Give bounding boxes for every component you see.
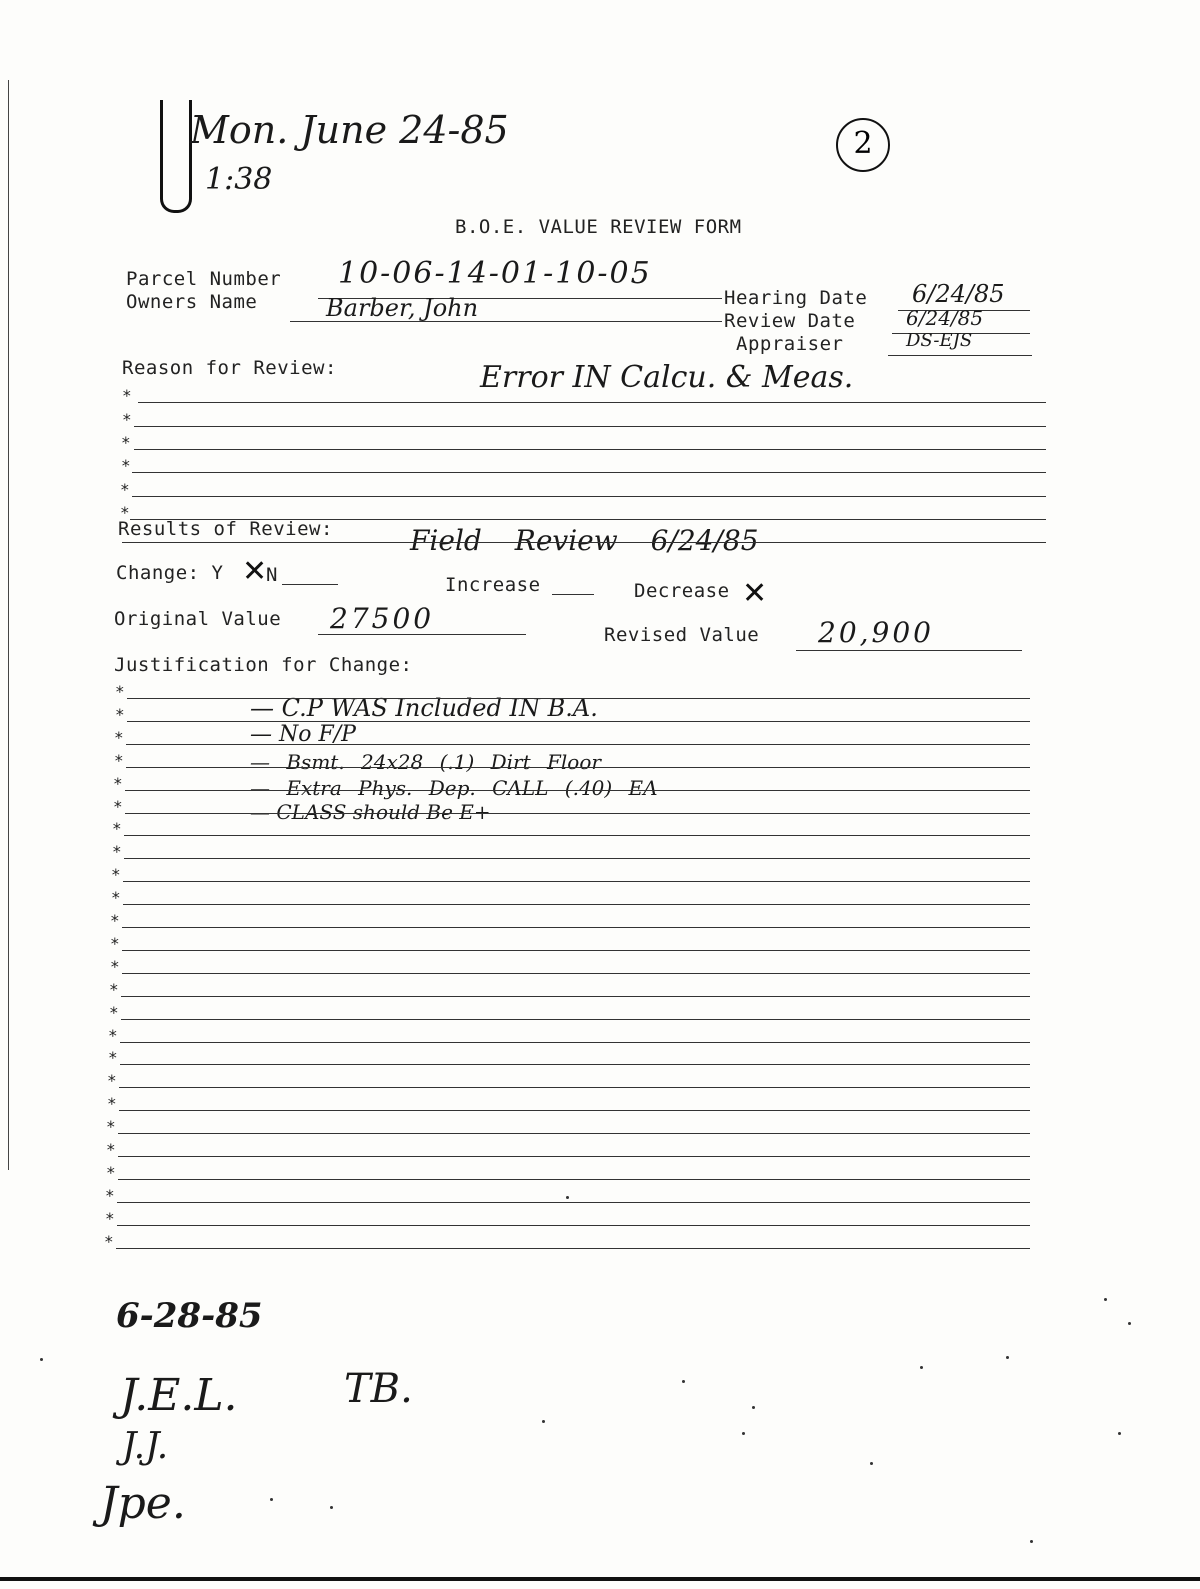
form-row-star: * xyxy=(120,480,130,499)
hearing-date-value: 6/24/85 xyxy=(912,280,1005,308)
parcel-number-label: Parcel Number xyxy=(126,268,282,290)
original-value: 27500 xyxy=(330,602,435,635)
form-row-line xyxy=(118,1156,1030,1157)
form-row-line xyxy=(126,744,1030,745)
handwritten-time: 1:38 xyxy=(205,162,273,197)
form-row-line xyxy=(138,402,1046,403)
form-row-star: * xyxy=(109,1002,119,1022)
form-row-line xyxy=(126,767,1030,768)
change-n-line xyxy=(282,584,338,585)
form-row-line xyxy=(121,1019,1030,1020)
revised-value-line xyxy=(796,650,1022,651)
reason-value: Error IN Calcu. & Meas. xyxy=(480,360,854,395)
review-date-value: 6/24/85 xyxy=(906,306,984,330)
change-x-mark: ✕ xyxy=(242,554,268,589)
form-row-star: * xyxy=(105,1185,115,1205)
form-row-line xyxy=(123,881,1030,882)
handwritten-date: Mon. June 24-85 xyxy=(190,108,509,152)
speck xyxy=(566,1196,569,1199)
speck xyxy=(742,1432,745,1435)
form-row-star: * xyxy=(113,796,123,816)
form-row-line xyxy=(124,858,1030,859)
form-row-star: * xyxy=(104,1231,114,1251)
form-row-line xyxy=(124,835,1030,836)
speck xyxy=(270,1498,273,1501)
form-row-star: * xyxy=(105,1208,115,1228)
form-row-line xyxy=(116,1248,1030,1249)
appraiser-value: DS-EJS xyxy=(906,330,973,351)
form-row-line xyxy=(134,426,1046,427)
form-row-star: * xyxy=(121,456,131,475)
results-value: Field Review 6/24/85 xyxy=(410,524,759,557)
decrease-x-mark: ✕ xyxy=(742,576,768,611)
margin-line xyxy=(8,80,9,1170)
reason-label: Reason for Review: xyxy=(122,357,337,379)
form-row-star: * xyxy=(114,727,124,747)
form-row-star: * xyxy=(110,956,120,976)
results-label: Results of Review: xyxy=(118,518,333,540)
form-row-star: * xyxy=(122,410,132,429)
justification-item: — Bsmt. 24x28 (.1) Dirt Floor xyxy=(250,750,601,774)
form-row-star: * xyxy=(112,819,122,839)
justification-label: Justification for Change: xyxy=(114,654,413,676)
parcel-number-value: 10-06-14-01-10-05 xyxy=(338,256,652,291)
bottom-rule xyxy=(0,1577,1200,1581)
speck xyxy=(1030,1540,1033,1543)
form-row-line xyxy=(117,1225,1030,1226)
decrease-label: Decrease xyxy=(634,580,730,602)
initials: Jpe. xyxy=(100,1478,186,1529)
form-row-star: * xyxy=(111,888,121,908)
owners-name-value: Barber, John xyxy=(326,294,479,322)
form-row-star: * xyxy=(107,1094,117,1114)
form-row-line xyxy=(122,542,1046,543)
form-row-line xyxy=(125,790,1030,791)
form-row-star: * xyxy=(111,865,121,885)
speck xyxy=(752,1406,755,1409)
speck xyxy=(40,1358,43,1361)
form-row-line xyxy=(132,496,1046,497)
form-row-line xyxy=(130,519,1046,520)
form-row-star: * xyxy=(110,911,120,930)
justification-item: — Extra Phys. Dep. CALL (.40) EA xyxy=(250,776,658,800)
form-row-line xyxy=(122,927,1030,928)
initials: J.J. xyxy=(122,1426,169,1467)
form-row-line xyxy=(132,472,1046,473)
form-row-line xyxy=(125,813,1030,814)
form-row-line xyxy=(120,1064,1030,1065)
speck xyxy=(1118,1432,1121,1435)
initials: TB. xyxy=(344,1366,413,1412)
form-row-line xyxy=(119,1110,1030,1111)
form-row-line xyxy=(119,1087,1030,1088)
footer-date: 6-28-85 xyxy=(116,1296,263,1336)
speck xyxy=(330,1506,333,1509)
form-row-star: * xyxy=(121,433,131,452)
revised-value-label: Revised Value xyxy=(604,624,760,646)
form-row-line xyxy=(123,904,1030,905)
change-label: Change: Y xyxy=(116,562,224,584)
revised-value: 20,900 xyxy=(818,616,934,649)
form-row-star: * xyxy=(108,1025,118,1045)
form-row-star: * xyxy=(115,682,125,701)
form-row-line xyxy=(117,1202,1030,1203)
speck xyxy=(1104,1298,1107,1301)
form-row-star: * xyxy=(115,704,125,724)
form-row-star: * xyxy=(107,1071,117,1091)
justification-item: — No F/P xyxy=(250,722,356,747)
speck xyxy=(682,1380,685,1383)
form-row-star: * xyxy=(106,1162,116,1182)
form-row-line xyxy=(120,1042,1030,1043)
review-date-label: Review Date xyxy=(724,310,856,332)
speck xyxy=(1006,1356,1009,1359)
form-row-line xyxy=(127,721,1030,722)
appraiser-label: Appraiser xyxy=(736,333,844,355)
form-row-line xyxy=(122,973,1030,974)
speck xyxy=(1128,1322,1131,1325)
form-row-star: * xyxy=(106,1117,116,1137)
circled-number: 2 xyxy=(836,118,890,172)
hearing-date-label: Hearing Date xyxy=(724,287,868,309)
form-row-star: * xyxy=(120,503,130,522)
form-row-star: * xyxy=(108,1048,118,1068)
form-row-line xyxy=(122,950,1030,951)
form-row-line xyxy=(134,449,1046,450)
form-row-star: * xyxy=(112,842,122,862)
initials: J.E.L. xyxy=(120,1370,238,1421)
increase-line xyxy=(552,594,594,595)
form-title: B.O.E. VALUE REVIEW FORM xyxy=(455,216,742,238)
change-n-label: N xyxy=(266,564,278,586)
justification-item: — CLASS should Be E+ xyxy=(250,800,491,824)
speck xyxy=(542,1420,545,1423)
form-row-star: * xyxy=(122,386,132,405)
form-row-star: * xyxy=(109,979,119,999)
form-row-line xyxy=(121,996,1030,997)
hand-bracket xyxy=(160,100,192,213)
appraiser-line xyxy=(888,355,1032,356)
speck xyxy=(920,1366,923,1369)
increase-label: Increase xyxy=(445,574,541,596)
form-row-line xyxy=(118,1133,1030,1134)
owners-name-label: Owners Name xyxy=(126,291,258,313)
form-row-star: * xyxy=(113,773,123,793)
form-row-line xyxy=(127,698,1030,699)
form-row-line xyxy=(118,1179,1030,1180)
justification-item: — C.P WAS Included IN B.A. xyxy=(250,694,598,722)
original-value-label: Original Value xyxy=(114,608,282,630)
form-row-star: * xyxy=(110,933,120,953)
form-row-star: * xyxy=(106,1140,116,1159)
form-row-star: * xyxy=(114,750,124,770)
speck xyxy=(870,1462,873,1465)
